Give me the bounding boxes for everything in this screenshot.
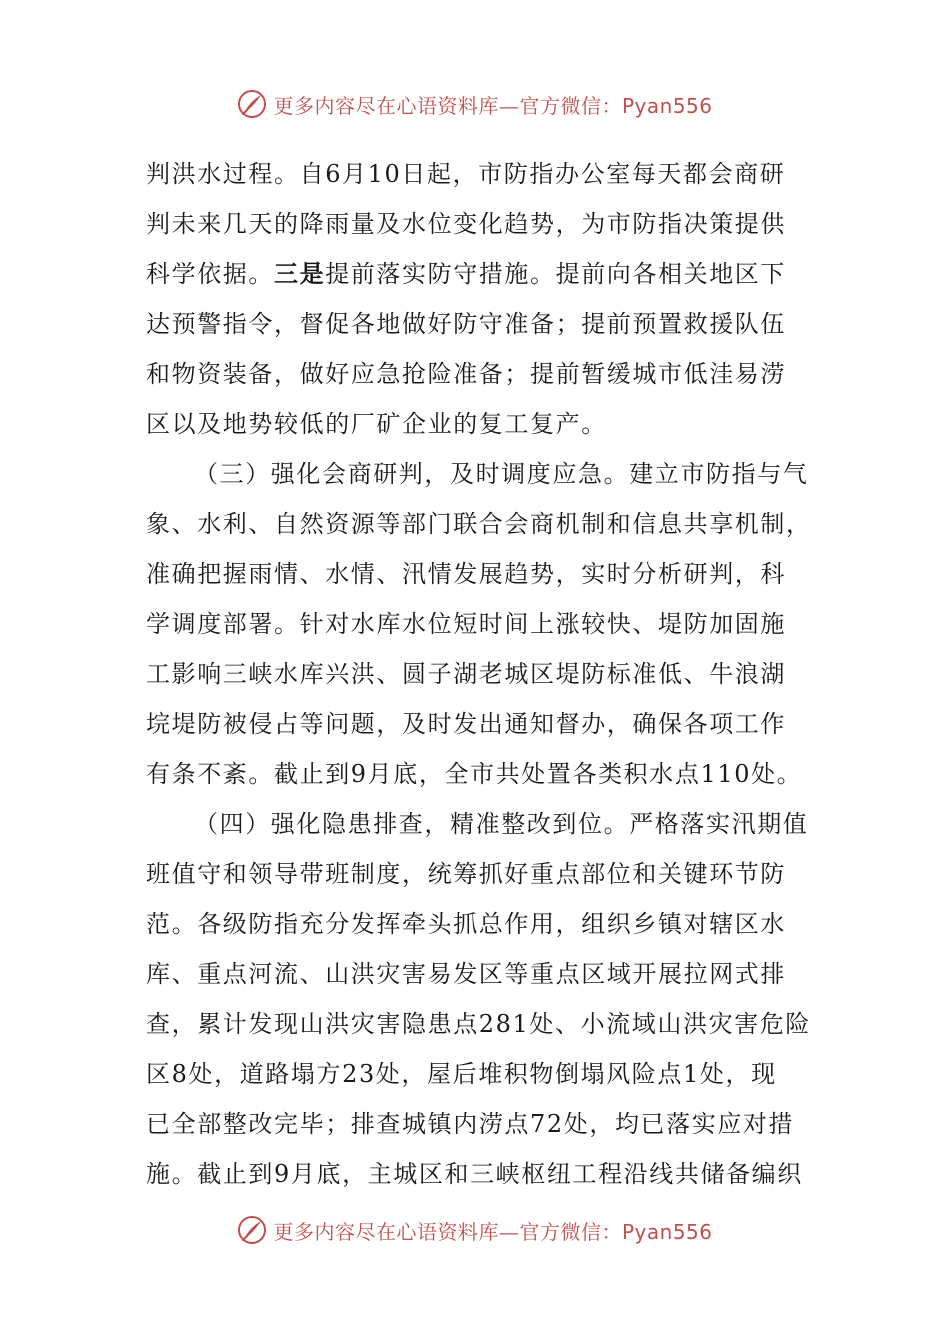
- paragraph-line: 区8处，道路塌方23处，屋后堆积物倒塌风险点1处，现: [146, 1060, 777, 1088]
- paragraph-line: 工影响三峡水库兴洪、圆子湖老城区堤防标准低、牛浪湖: [146, 660, 786, 688]
- paragraph-line: 判未来几天的降雨量及水位变化趋势，为市防指决策提供: [146, 210, 786, 238]
- paragraph-line: 已全部整改完毕；排查城镇内涝点72处，均已落实应对措: [146, 1110, 795, 1138]
- footer-banner: [0, 1210, 950, 1250]
- line-text: 科学依据。: [146, 260, 274, 288]
- banner-text: [273, 1216, 712, 1245]
- banner-wechat-id: Pyan556: [621, 93, 713, 118]
- paragraph-line: 施。截止到9月底，主城区和三峡枢纽工程沿线共储备编织: [146, 1160, 803, 1188]
- paragraph-line: 范。各级防指充分发挥牵头抓总作用，组织乡镇对辖区水: [146, 910, 786, 938]
- paragraph-line: 学调度部署。针对水库水位短时间上涨较快、堤防加固施: [146, 610, 786, 638]
- banner-text: [273, 90, 712, 119]
- bold-emphasis: 三是: [274, 259, 326, 288]
- paragraph-line: 象、水利、自然资源等部门联合会商机制和信息共享机制，: [146, 510, 812, 538]
- banner-promo-text: 更多内容尽在心语资料库—官方微信：: [273, 93, 622, 118]
- paragraph-line: 班值守和领导带班制度，统筹抓好重点部位和关键环节防: [146, 860, 786, 888]
- quill-logo-icon: [237, 89, 267, 119]
- paragraph-line: 查，累计发现山洪灾害隐患点281处、小流域山洪灾害危险: [146, 1010, 812, 1038]
- paragraph-line: 达预警指令，督促各地做好防守准备；提前预置救援队伍: [146, 310, 786, 338]
- paragraph-line: 和物资装备，做好应急抢险准备；提前暂缓城市低洼易涝: [146, 360, 786, 388]
- banner-promo-text: 更多内容尽在心语资料库—官方微信：: [273, 1219, 622, 1244]
- paragraph-line: 库、重点河流、山洪灾害易发区等重点区域开展拉网式排: [146, 960, 786, 988]
- paragraph-line: 准确把握雨情、水情、汛情发展趋势，实时分析研判，科: [146, 560, 786, 588]
- section-heading-line: （四）强化隐患排查，精准整改到位。严格落实汛期值: [194, 810, 809, 838]
- paragraph-line: 垸堤防被侵占等问题，及时发出通知督办，确保各项工作: [146, 710, 786, 738]
- paragraph-line: 判洪水过程。自6月10日起，市防指办公室每天都会商研: [146, 160, 786, 188]
- header-banner: [0, 84, 950, 124]
- quill-logo-icon: [237, 1215, 267, 1245]
- paragraph-line: 区以及地势较低的厂矿企业的复工复产。: [146, 410, 607, 438]
- line-text: 提前落实防守措施。提前向各相关地区下: [325, 260, 787, 288]
- banner-wechat-id: Pyan556: [621, 1219, 713, 1244]
- paragraph-line: [146, 249, 810, 299]
- document-body: [146, 149, 810, 1199]
- paragraph-line: 有条不紊。截止到9月底，全市共处置各类积水点110处。: [146, 760, 803, 788]
- section-heading-line: （三）强化会商研判，及时调度应急。建立市防指与气: [194, 460, 809, 488]
